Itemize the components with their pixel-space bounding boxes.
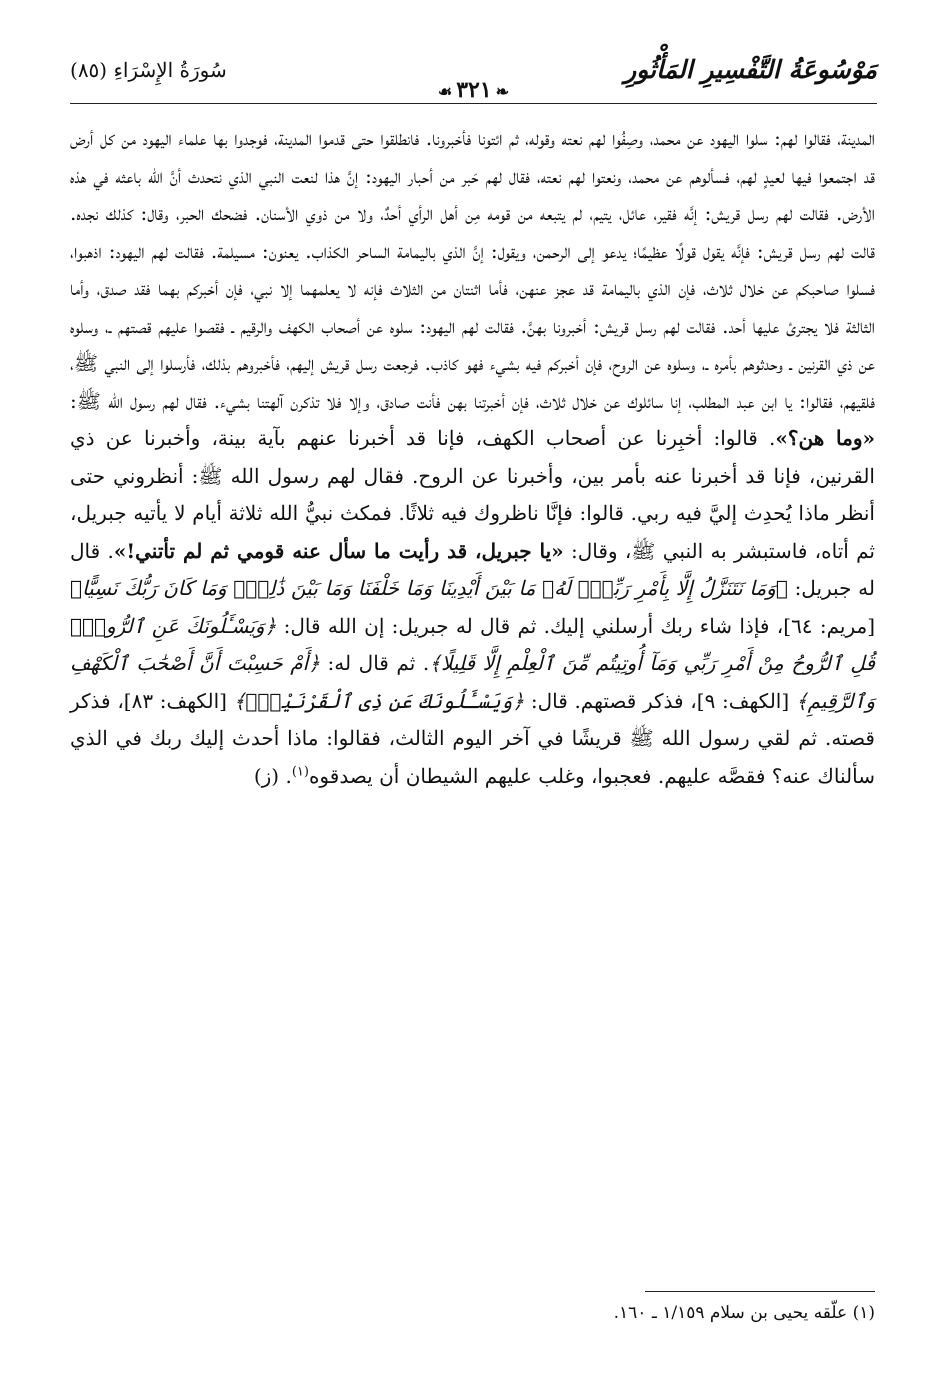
quran-verse: ﴿وَيَسْـَٔلُونَكَ عَن ذِى ٱلْقَرْنَيْنِۖ﴾: [233, 688, 525, 713]
page-number: ٣٢١: [456, 77, 492, 103]
text-segment: ، فإذا شاء ربك أرسلني إليك. ثم قال له جبريل: إن الله قال:: [283, 613, 784, 638]
text-segment: ، فذكر قصته. ثم لقي رسول الله ﷺ قريشًا في آخر اليوم الثالث، فقالوا: ماذا أحدث إليك ربك في الذي سألناك عنه؟ فقصَّه عليهم. فعجبوا، وغلب عليهم الشيطان أن يصدقوه: [70, 688, 875, 788]
footnote-divider: [645, 1291, 875, 1292]
footnote: (١) علّقه يحيى بن سلام ١/١٥٩ ـ ١٦٠.: [613, 1303, 875, 1323]
main-text: [70, 120, 875, 795]
surah-label: سُورَةُ الإِسْرَاءِ (٨٥): [70, 58, 227, 82]
text-segment: ، فذكر قصتهم. قال:: [530, 688, 697, 713]
quran-verse: ﴿أَمْ حَسِبْتَ أَنَّ أَصْحَٰبَ ٱلْكَهْفِ وَٱلرَّقِيمِ﴾: [70, 651, 876, 713]
text-segment: . ثم قال له:: [327, 651, 430, 675]
prophet-quote: «وما هن؟»: [775, 426, 875, 450]
page-header: [70, 55, 877, 101]
footnote-marker[interactable]: (١): [291, 763, 309, 779]
verse-reference: [مريم: ٦٤]: [783, 613, 876, 638]
verse-reference: [الكهف: ٩]: [696, 688, 790, 713]
verse-reference: [الكهف: ٨٣]: [123, 688, 227, 713]
text-segment: . (ز): [253, 763, 292, 788]
quran-verse: ﴿وَمَا نَتَنَزَّلُ إِلَّا بِأَمْرِ رَبِّكَۖ لَهُۥ مَا بَيْنَ أَيْدِينَا وَمَا خَلْفَنَا وَمَا بَيْنَ ذَٰلِكَۚ وَمَا كَانَ رَبُّكَ نَسِيًّا﴾: [70, 576, 788, 600]
ornament-icon: ☙: [437, 82, 453, 101]
text-segment: . قالوا: أخبِرنا عن أصحاب الكهف، فإنا قد أخبرنا عنهم بآية بينة، وأخبرنا عن ذي القرنين، فإنا قد أخبرنا عنه بأمر بين، وأخبرنا عن الروح. فقال لهم رسول الله ﷺ: أنظروني حتى أنظر ماذا يُحدِث إليَّ فيه ربي. قالوا: فإنَّا ناظروك فيه ثلاثًا. فمكث نبيُّ الله ثلاثة أيام لا يأتيه جبريل، ثم أتاه، فاستبشر به النبي ﷺ، وقال:: [70, 426, 875, 563]
ornament-icon: ❧: [495, 82, 510, 101]
header-divider: [70, 103, 877, 104]
paragraph: [70, 120, 875, 795]
quran-verse: ﴿وَيَسْـَٔلُونَكَ عَنِ ٱلرُّوحِۖ قُلِ ٱلرُّوحُ مِنْ أَمْرِ رَبِّي وَمَآ أُوتِيتُم مِّنَ ٱلْعِلْمِ إِلَّا قَلِيلًا﴾: [70, 613, 876, 675]
prophet-quote: «يا جبريل، قد رأيت ما سأل عنه قومي ثم لم تأتني!»: [113, 538, 564, 563]
text-segment: المدينة، فقالوا لهم: سلوا اليهود عن محمد، وصِفُوا لهم نعته وقوله، ثم ائتونا فأخبرونا. فانطلقوا حتى قدموا المدينة، فوجدوا بها علماء اليهود من كل أرض قد اجتمعوا فيها لعيدٍ لهم، فسألوهم عن محمد، ونعتوا لهم نعته، فقال لهم حَبر من أحبار اليهود: إنَّ هذا لنعت النبي الذي نتحدث أنَّ الله باعثه في هذه الأرض. فقالت لهم رسل قريش: إنَّه فقير، عائل، يتيم، لم يتبعه من قومه مِن أهل الرأي أحدٌ، ولا من ذوي الأسنان. فضحك الحبر، وقال: كذلك نجده. قالت لهم رسل قريش: فإنَّه يقول قولًا عظيمًا؛ يدعو إلى الرحمن، ويقول: إنَّ الذي باليمامة الساحر الكذاب. يعنون: مسيلمة. فقالت لهم اليهود: اذهبوا، فسلوا صاحبكم عن خلال ثلاث، فإن الذي باليمامة قد عجز عنهن، فأما اثنتان من الثلاث فإنه لا يعلمهما إلا نبي، فإن أخبركم بهما فقد صدق، وأما الثالثة فلا يجترئ عليها أحد. فقالت لهم رسل قريش: أخبرونا بهنَّ. فقالت لهم اليهود: سلوه عن أصحاب الكهف والرقيم ـ فقصوا عليهم قصتهم ـ، وسلوه عن ذي القرنين ـ وحدثوهم بأمره ـ، وسلوه عن الروح، فإن أخبركم فيه بشيء فهو كاذب. فرجعت رسل قريش إليهم، فأخبروهم بذلك، فأرسلوا إلى النبي ﷺ، فلقيهم، فقالوا: يا ابن عبد المطلب، إنا سائلوك عن خلال ثلاث، فإن أخبرتنا بهن فأنت صادق، وإلا فلا تذكرن آلهتنا بشيء. فقال لهم رسول الله ﷺ:: [70, 126, 875, 413]
text-segment: . قال له جبريل:: [70, 538, 875, 600]
book-title: مَوْسُوعَةُ التَّفْسِيرِ المَأْثُورِ: [624, 55, 877, 84]
